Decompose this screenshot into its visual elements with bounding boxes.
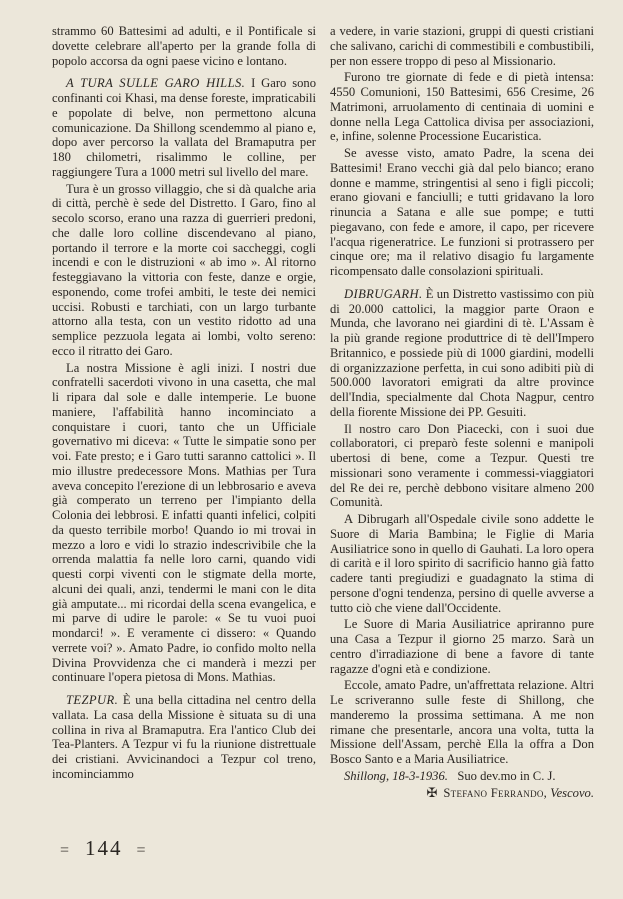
signature-row	[330, 786, 594, 801]
section-heading-dibrugarh: DIBRUGARH.	[344, 286, 423, 301]
paragraph-tura	[52, 76, 316, 179]
paragraph: Il nostro caro Don Piacecki, con i suoi due collaboratori, ci preparò feste solenni e manipoli ubertosi di bene, come a Tezpur. Questi tre missionari sono veramente i commessi-viaggiatori del Re dei re, perchè debbono visitare almeno 200 Comunità.	[330, 421, 594, 510]
right-column	[330, 24, 594, 800]
paragraph: Le Suore di Maria Ausiliatrice apriranno pure una Casa a Tezpur il giorno 25 marzo. Sarà un centro d'irradiazione di bene a favore di tante ragazze d'ogni età e condizione.	[330, 617, 594, 676]
signature-closing: Suo dev.mo in C. J.	[457, 768, 556, 783]
paragraph-text: È un Distretto vastissimo con più di 20.000 cattolici, la maggior parte Oraon e Munda, che lavorano nei giardini di tè. L'Assam è la più grande regione produttrice di tè dell'Impero Britannico, e possiede più di 1000 giardini, modelli di organizzazione perfetta, in cui sono adibiti più di 500.000 lavoratori emigrati da altre province dell'India, specialmente dal Chota Nagpur, centro della fiorente Missione dei PP. Gesuiti.	[330, 286, 594, 419]
paragraph: La nostra Missione è agli inizi. I nostri due confratelli sacerdoti vivono in una casetta, che mal li ripara dal sole e dalle intemperie. Le buone maniere, l'affabilità hanno incominciato a conquistare i cuori, tanto che un Ufficiale governativo mi diceva: « Tutte le simpatie sono per voi. Fate presto; e i Garo tutti saranno cattolici ». Il mio illustre predecessore Mons. Mathias per Tura aveva concepito l'erezione di un lebbrosario e aveva già comperato un terreno per l'impianto della Colonia dei lebbrosi. E infatti quanti infelici, colpiti da questo terribile morbo! Quando io mi trovai in mezzo a loro e vidi lo strazio indescrivibile che la orrenda malattia fa nelle loro carni, quando vidi questi corpi viventi con le stigmate della morte, alcuni dei quali, anzi, tendermi le mani con le dita già amputate... mi ricordai della scena evangelica, e mi parve di udire le parole: « Se tu vuoi puoi mondarci! ». E veramente ci dissero: « Quando verrete voi? ». Amato Padre, io confido molto nella Divina Provvidenza che ci manderà i mezzi per continuare l'opera pietosa di Mons. Mathias.	[52, 360, 316, 685]
paragraph-dibrugarh	[330, 287, 594, 420]
footer-ornament-right: =	[136, 842, 148, 859]
paragraph: strammo 60 Battesimi ad adulti, e il Pontificale si dovette celebrare all'aperto per la grande folla di popolo accorsa da ogni paese vicino e lontano.	[52, 24, 316, 68]
signature-name: Stefano Ferrando,	[443, 785, 548, 800]
paragraph-text: I Garo sono confinanti coi Khasi, ma dense foreste, impraticabili e popolate di belve, non permettono alcuna comunicazione. Da Shillong scendemmo al piano e, dopo aver percorso la vallata del Bramaputra per 180 chilometri, risalimmo le colline, per raggiungere Tura a 1000 metri sul livello del mare.	[52, 76, 316, 179]
section-heading-tezpur: TEZPUR.	[66, 693, 119, 707]
footer-ornament-left: =	[60, 842, 72, 859]
section-heading-tura: A TURA SULLE GARO HILLS.	[66, 76, 246, 91]
paragraph: Eccole, amato Padre, un'affrettata relazione. Altri Le scriveranno sulle feste di Shillong, che manderemo la prossima settimana. A me non rimane che presentarle, ancora una volta, tutta la Missione dell'Assam, perchè Ella la offra a Don Bosco Santo e a Maria Ausiliatrice.	[330, 678, 594, 766]
paragraph: Furono tre giornate di fede e di pietà intensa: 4550 Comunioni, 150 Battesimi, 656 Cresime, 26 Matrimoni, arruolamento di centinaia di uomini e donne nella Lega Cattolica divisa per associazioni, e, infine, solenne Processione Eucaristica.	[330, 70, 594, 144]
paragraph: a vedere, in varie stazioni, gruppi di questi cristiani che salivano, carichi di commestibili e combustibili, per non essere troppo di peso al Missionario.	[330, 24, 594, 68]
page-footer	[60, 836, 148, 861]
page-number: 144	[85, 836, 123, 860]
paragraph-text: È una bella cittadina nel centro della vallata. La casa della Missione è situata su di una collina in riva al Bramaputra. Era l'antico Club dei Tea-Planters. A Tezpur vi fu la riunione distrettuale dei cristiani. Avvicinandoci a Tezpur col treno, incominciammo	[52, 693, 316, 781]
paragraph-tezpur	[52, 693, 316, 782]
paragraph: Se avesse visto, amato Padre, la scena dei Battesimi! Erano vecchi già dal pelo bianco; erano donne e mamme, stringentisi al seno i figli piccoli; erano giovani e fanciulli; e tutti gridavano la loro rinuncia a Satana e alle sue pompe; e tutti piegavano, con fede e amore, il capo, per ricevere l'acqua rigeneratrice. Le funzioni si protrassero per cinque ore; ma il relativo disagio fu largamente ricompensato dalle consolazioni spirituali.	[330, 146, 594, 278]
signature-date-line	[330, 769, 594, 784]
paragraph: Tura è un grosso villaggio, che si dà qualche aria di città, perchè è sede del Distretto. I Garo, fino al secolo scorso, erano una razza di guerrieri predoni, che dalle loro colline discendevano al piano, portando il terrore e la morte coi saccheggi, cogli incendi e con le distruzioni « ab imo ». Al ritorno festeggiavano la vittoria con feste, danze e orgie, esponendo, come trofei ambiti, le teste dei nemici uccisi. Robusti e tarchiati, con un largo turbante attorno alla testa, con un vestito ridotto ad una semplice pezzuola legata ai lombi, volto sereno: ecco il ritratto dei Garo.	[52, 181, 316, 358]
signature-place-date: Shillong, 18-3-1936.	[344, 768, 448, 783]
left-column	[52, 24, 316, 782]
cross-icon: ✠	[426, 784, 438, 800]
signature-title: Vescovo.	[550, 785, 594, 800]
paragraph: A Dibrugarh all'Ospedale civile sono addette le Suore di Maria Bambina; le Figlie di Maria Ausiliatrice sono in quello di Gauhati. La loro opera di carità e il loro spirito di sacrificio hanno già fatto cadere tanti pregiudizi e guadagnato la stima di persone d'ogni tendenza, persino di quelle avverse a tutto ciò che viene dall'Occidente.	[330, 512, 594, 615]
